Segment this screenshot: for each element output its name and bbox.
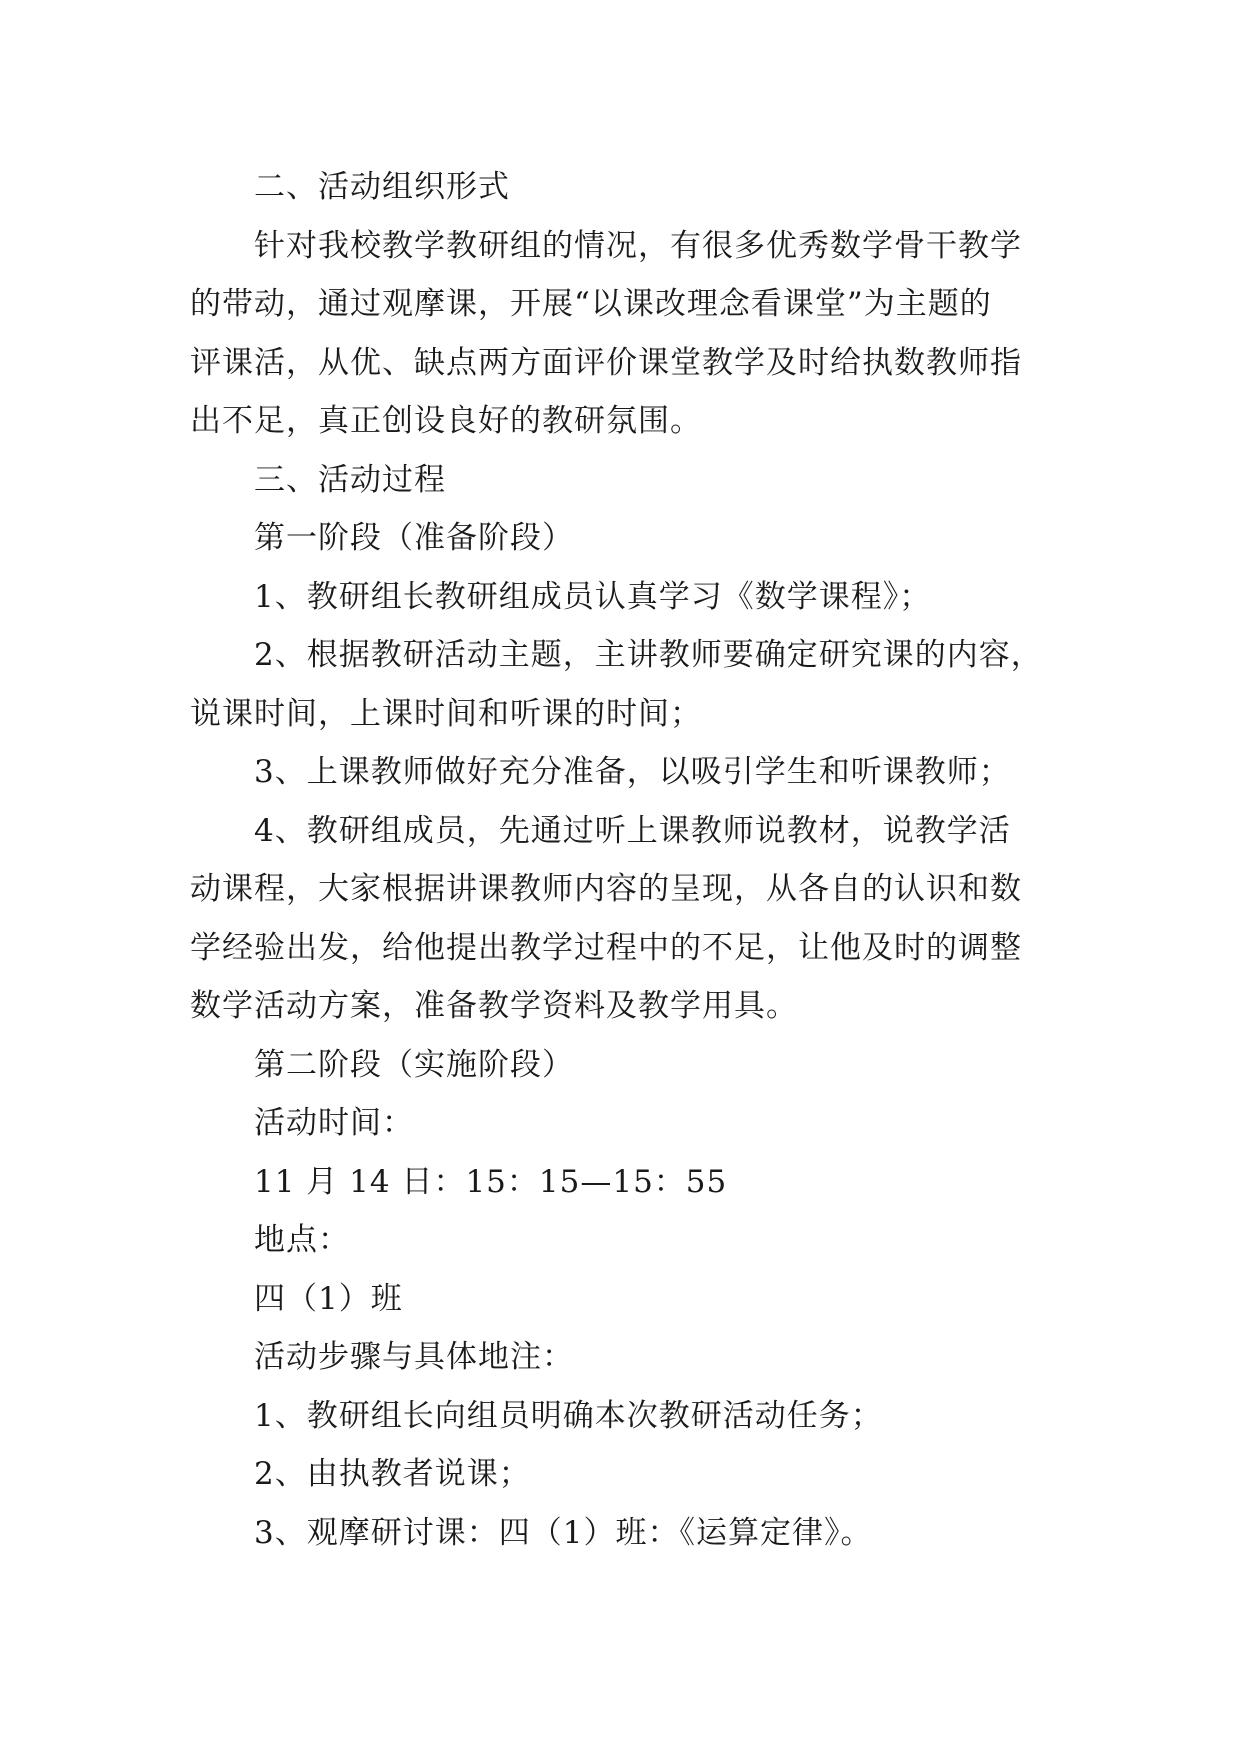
paragraph-line: 出不足，真正创设良好的教研氛围。 [190,403,702,439]
list-item: 4、教研组成员，先通过听上课教师说教材，说教学活 [254,812,1011,849]
paragraph-line: 学经验出发，给他提出教学过程中的不足，让他及时的调整 [190,929,1022,966]
field-value-time: 11 月 14 日：15：15—15：55 [254,1163,728,1200]
stage-heading-2: 第二阶段（实施阶段） [254,1046,574,1083]
list-item: 3、观摩研讨课：四（1）班：《运算定律》。 [254,1514,873,1551]
paragraph-line: 说课时间，上课时间和听课的时间； [190,695,702,732]
list-item: 2、由执教者说课； [254,1456,531,1492]
paragraph-line: 评课活，从优、缺点两方面评价课堂教学及时给执数教师指 [190,344,1022,381]
paragraph-line: 针对我校教学教研组的情况，有很多优秀数学骨干教学 [254,227,1022,264]
section-heading-2: 二、活动组织形式 [254,169,510,205]
list-item: 1、教研组长教研组成员认真学习《数学课程》； [254,578,932,615]
stage-heading-1: 第一阶段（准备阶段） [254,520,574,556]
paragraph-line: 的带动，通过观摩课，开展“以课改理念看课堂”为主题的 [190,286,992,322]
paragraph-line: 动课程，大家根据讲课教师内容的呈现，从各自的认识和数 [190,871,1022,907]
list-item: 2、根据教研活动主题，主讲教师要确定研究课的内容， [254,637,1043,673]
field-label-steps: 活动步骤与具体地注： [254,1339,574,1375]
list-item: 3、上课教师做好充分准备，以吸引学生和听课教师； [254,754,1011,790]
paragraph-line: 数学活动方案，准备教学资料及教学用具。 [190,988,798,1024]
field-value-location: 四（1）班 [254,1280,403,1317]
list-item: 1、教研组长向组员明确本次教研活动任务； [254,1397,883,1434]
document-page [190,158,1070,1562]
field-label-time: 活动时间： [254,1105,414,1141]
field-label-location: 地点： [254,1222,350,1258]
section-heading-3: 三、活动过程 [254,461,446,498]
